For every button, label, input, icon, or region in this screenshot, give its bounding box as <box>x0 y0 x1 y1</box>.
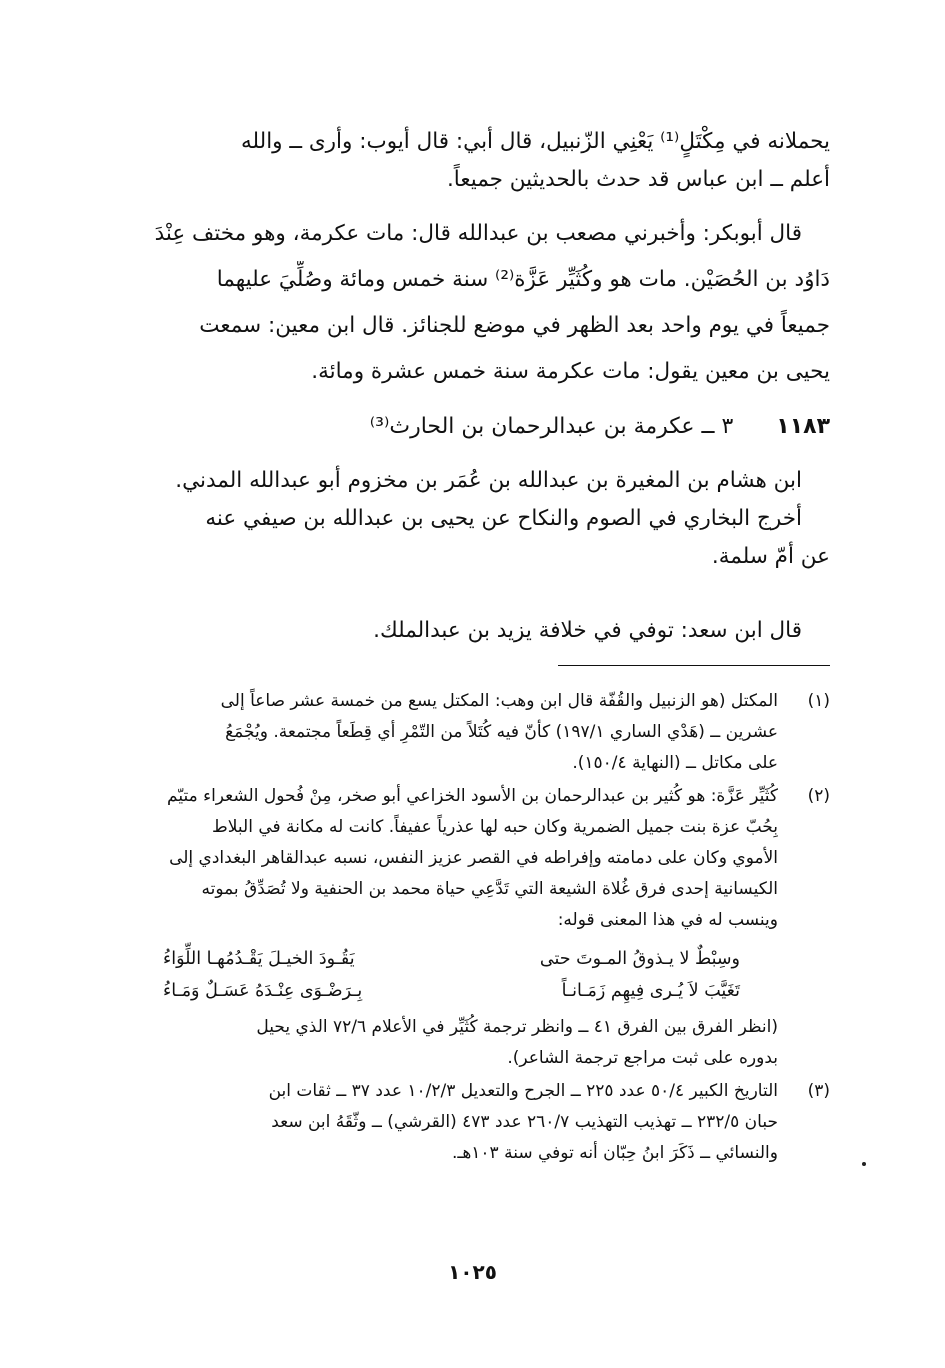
entry-line: أخرج البخاري في الصوم والنكاح عن يحيى بن عبدالله بن صيفي عنه <box>205 506 802 531</box>
entry-line: قال ابن سعد: توفي في خلافة يزيد بن عبدالملك. <box>373 618 802 643</box>
verse-hemistich: بِـرَضْـوَى عِنْـدَهُ عَسَـلٌ وَمَـاءُ <box>163 981 363 1001</box>
entry-heading <box>115 414 830 439</box>
entry-body <box>115 462 830 576</box>
body-line: يحملانه في مِكْتَلٍ⁽¹⁾ يَعْنِي الزّنبيل، قال أبي: قال أيوب: وأرى ــ والله <box>241 129 830 154</box>
footnote-line: بِحُبّ عزة بنت جميل الضمرية وكان حبه لها عذرياً عفيفاً. كانت له مكانة في البلاط <box>212 817 778 837</box>
footnote-line: التاريخ الكبير ٥٠/٤ عدد ٢٢٥ ــ الجرح والتعديل ١٠/٢/٣ عدد ٣٧ ــ ثقات ابن <box>268 1081 778 1101</box>
page-number: ١٠٢٥ <box>448 1260 497 1284</box>
entry-number: ١١٨٣ <box>776 414 830 439</box>
footnote-number: (٣) <box>807 1081 830 1101</box>
footnote-line: عشرين ــ (هَدْي الساري ١٩٧/١) كأنّ فيه كُتَلاً من التّمْرِ أي قِطَعاً مجتمعة. ويُجْمَعُ <box>225 722 778 742</box>
body-line: قال أبوبكر: وأخبرني مصعب بن عبدالله قال: مات عكرمة، وهو مختف عِنْدَ <box>154 221 802 246</box>
footnote-2-continued <box>115 1012 830 1074</box>
footnote-line: كُثَيِّر عَزَّة: هو كُثير بن عبدالرحمان بن الأسود الخزاعي أبو صخر، مِنْ فُحول الشعراء متيّم <box>167 786 778 806</box>
footnote-line: حبان ٢٣٢/٥ ــ تهذيب التهذيب ٢٦٠/٧ عدد ٤٧٣ (القرشي) ــ وثّقَهُ ابن سعد <box>271 1112 778 1132</box>
footnote-number: (١) <box>807 691 830 711</box>
verse-hemistich: تَغَيَّبَ لاَ يُـرى فِيهِم زَمَـانـاً <box>561 981 740 1001</box>
body-line: دَاوُد بن الحُصَيْن. مات هو وكُثَيِّر عَزَّة⁽²⁾ سنة خمس ومائة وصُلِّيَ عليهما <box>216 267 830 292</box>
footnote-number: (٢) <box>807 786 830 806</box>
entry-title: ٣ ــ عكرمة بن عبدالرحمان بن الحارث⁽³⁾ <box>369 414 734 439</box>
body-line: جميعاً في يوم واحد بعد الظهر في موضع للجنائز. قال ابن معين: سمعت <box>199 313 830 338</box>
footnote-line: وينسب له في هذا المعنى قوله: <box>557 910 778 930</box>
footnote-line: والنسائي ــ ذَكَرَ ابنُ حِبّان أنه توفي سنة ١٠٣هـ. <box>451 1143 778 1163</box>
poem-verse <box>115 944 830 1010</box>
main-paragraph-2 <box>115 215 830 391</box>
footnote-line: الكيسانية إحدى فرق غُلاة الشيعة التي تَدَّعِي حياة محمد بن الحنفية ولا تُصَدِّقُ بموته <box>201 879 778 899</box>
footnotes <box>115 686 830 1169</box>
footnote-line: المكتل (هو الزنبيل والقُفّة قال ابن وهب: المكتل يسع من خمسة عشر صاعاً إلى <box>220 691 778 711</box>
entry-line: عن أمّ سلمة. <box>711 544 830 569</box>
entry-death-note <box>115 612 830 650</box>
footnote-separator <box>558 665 830 666</box>
footnote-line: الأموي وكان على دمامته وإفراطه في القصر عزيز النفس، نسبه عبدالقاهر البغدادي إلى <box>169 848 778 868</box>
footnote-2 <box>115 781 830 936</box>
footnote-line: على مكاتل ــ (النهاية ١٥٠/٤). <box>572 753 778 773</box>
scan-speck <box>862 1162 866 1166</box>
footnote-line: بدوره على ثبت مراجع ترجمة الشاعر). <box>507 1048 778 1068</box>
verse-hemistich: وسِبْطٌ لا يـذوقُ المـوتَ حتى <box>539 949 740 969</box>
main-paragraph <box>115 123 830 199</box>
body-line: أعلم ــ ابن عباس قد حدث بالحديثين جميعاً. <box>446 167 830 192</box>
body-line: يحيى بن معين يقول: مات عكرمة سنة خمس عشرة ومائة. <box>311 359 830 384</box>
footnote-1 <box>115 686 830 779</box>
verse-hemistich: يَقُـودَ الخيـلَ يَقْـدُمُهـا اللِّوَاءُ <box>163 949 355 969</box>
footnote-3 <box>115 1076 830 1169</box>
entry-line: ابن هشام بن المغيرة بن عبدالله بن عُمَر بن مخزوم أبو عبدالله المدني. <box>175 468 802 493</box>
footnote-line: (انظر الفرق بين الفرق ٤١ ــ وانظر ترجمة كُثَيِّر في الأعلام ٧٢/٦ الذي يحيل <box>256 1017 778 1037</box>
